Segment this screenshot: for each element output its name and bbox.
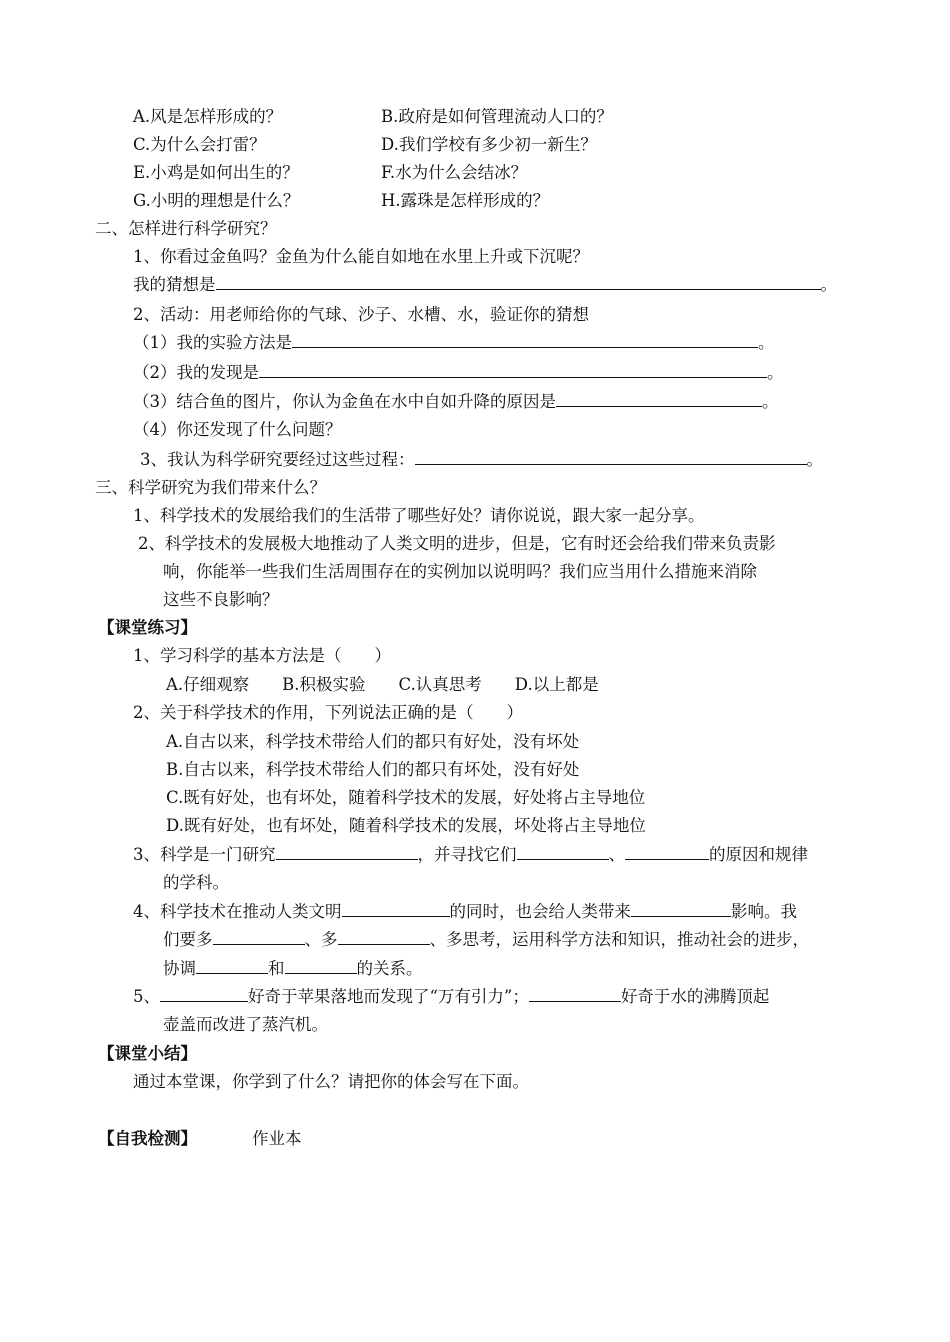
q4-blank-5[interactable] bbox=[196, 958, 268, 974]
option-b: B.政府是如何管理流动人口的？ bbox=[381, 107, 613, 126]
q3-text-b: ，并寻找它们 bbox=[417, 845, 517, 864]
practice-q4-line1 bbox=[133, 901, 797, 923]
q3-blank-2[interactable] bbox=[517, 844, 609, 860]
summary-heading: 【课堂小结】 bbox=[98, 1044, 197, 1063]
practice-q3-line1 bbox=[133, 844, 808, 866]
method-line bbox=[133, 332, 775, 354]
reason-blank[interactable] bbox=[556, 391, 762, 407]
q4-text-g: 协调 bbox=[163, 959, 196, 978]
q4-blank-2[interactable] bbox=[631, 901, 731, 917]
practice-q5-line1 bbox=[133, 986, 769, 1008]
option-c: C.为什么会打雷？ bbox=[133, 135, 266, 154]
q4-text-f: 、多思考，运用科学方法和知识，推动社会的进步， bbox=[429, 930, 809, 949]
option-a: A.风是怎样形成的？ bbox=[133, 107, 283, 126]
q3-text-c: 、 bbox=[608, 845, 625, 864]
q5-text-a: 5、 bbox=[133, 987, 160, 1006]
process-blank[interactable] bbox=[415, 449, 807, 465]
finding-line bbox=[133, 362, 784, 384]
guess-period: 。 bbox=[820, 275, 837, 294]
practice-q2-b: B.自古以来，科学技术带给人们的都只有坏处，没有好处 bbox=[166, 760, 580, 779]
option-d: D.我们学校有多少初一新生？ bbox=[381, 135, 597, 154]
guess-blank[interactable] bbox=[216, 274, 821, 290]
q4-text-h: 和 bbox=[268, 959, 285, 978]
practice-q5-line2: 壶盖而改进了蒸汽机。 bbox=[163, 1015, 328, 1034]
q4-text-b: 的同时，也会给人类带来 bbox=[449, 902, 631, 921]
reason-line bbox=[133, 391, 779, 413]
section2-q1: 1、你看过金鱼吗？金鱼为什么能自如地在水里上升或下沉呢？ bbox=[133, 247, 589, 266]
option-e: E.小鸡是如何出生的？ bbox=[133, 163, 299, 182]
section2-q2: 2、活动：用老师给你的气球、沙子、水槽、水，验证你的猜想 bbox=[133, 305, 589, 324]
section3-q2-line3: 这些不良影响？ bbox=[163, 590, 279, 609]
q4-text-a: 4、科学技术在推动人类文明 bbox=[133, 902, 342, 921]
guess-label: 我的猜想是 bbox=[133, 275, 216, 294]
q4-blank-1[interactable] bbox=[342, 901, 450, 917]
selfcheck-text: 作业本 bbox=[252, 1129, 302, 1148]
reason-period: 。 bbox=[762, 392, 779, 411]
method-blank[interactable] bbox=[292, 332, 758, 348]
q5-text-c: 好奇于水的沸腾顶起 bbox=[620, 987, 770, 1006]
q4-blank-3[interactable] bbox=[213, 929, 305, 945]
q3-text-d: 的原因和规律 bbox=[709, 845, 808, 864]
method-label: （1）我的实验方法是 bbox=[133, 333, 292, 352]
q4-text-i: 的关系。 bbox=[356, 959, 423, 978]
practice-q3-line2: 的学科。 bbox=[163, 873, 229, 892]
process-label: 3、我认为科学研究要经过这些过程： bbox=[140, 450, 415, 469]
section3-heading: 三、科学研究为我们带来什么？ bbox=[95, 478, 326, 497]
option-f: F.水为什么会结冰？ bbox=[381, 163, 528, 182]
section3-q2-line2: 响，你能举一些我们生活周围存在的实例加以说明吗？我们应当用什么措施来消除 bbox=[163, 562, 757, 581]
section3-q1: 1、科学技术的发展给我们的生活带了哪些好处？请你说说，跟大家一起分享。 bbox=[133, 506, 705, 525]
finding-period: 。 bbox=[767, 363, 784, 382]
practice-heading: 【课堂练习】 bbox=[98, 618, 197, 637]
guess-line bbox=[133, 274, 837, 296]
q3-blank-1[interactable] bbox=[276, 844, 418, 860]
option-g: G.小明的理想是什么？ bbox=[133, 191, 300, 210]
section2-heading: 二、怎样进行科学研究？ bbox=[95, 219, 277, 238]
practice-q4-line3 bbox=[163, 958, 423, 980]
summary-text: 通过本堂课，你学到了什么？请把你的体会写在下面。 bbox=[133, 1072, 529, 1091]
practice-q4-line2 bbox=[163, 929, 809, 951]
practice-q2: 2、关于科学技术的作用，下列说法正确的是（ ） bbox=[133, 703, 523, 722]
process-period: 。 bbox=[806, 450, 823, 469]
q3-blank-3[interactable] bbox=[625, 844, 709, 860]
q4-blank-4[interactable] bbox=[338, 929, 430, 945]
method-period: 。 bbox=[758, 333, 775, 352]
practice-q2-c: C.既有好处，也有坏处，随着科学技术的发展，好处将占主导地位 bbox=[166, 788, 646, 807]
q5-text-b: 好奇于苹果落地而发现了“万有引力”； bbox=[248, 987, 529, 1006]
q5-blank-1[interactable] bbox=[160, 986, 248, 1002]
q4-text-d: 们要多 bbox=[163, 930, 213, 949]
practice-q2-d: D.既有好处，也有坏处，随着科学技术的发展，坏处将占主导地位 bbox=[166, 816, 646, 835]
option-h: H.露珠是怎样形成的？ bbox=[381, 191, 550, 210]
selfcheck-heading: 【自我检测】 bbox=[98, 1129, 197, 1148]
practice-q2-a: A.自古以来，科学技术带给人们的都只有好处，没有坏处 bbox=[166, 732, 580, 751]
reason-label: （3）结合鱼的图片，你认为金鱼在水中自如升降的原因是 bbox=[133, 392, 556, 411]
practice-q1-options: A.仔细观察 B.积极实验 C.认真思考 D.以上都是 bbox=[166, 675, 599, 694]
question-4: （4）你还发现了什么问题？ bbox=[133, 420, 342, 439]
section3-q2-line1: 2、科学技术的发展极大地推动了人类文明的进步，但是，它有时还会给我们带来负责影 bbox=[138, 534, 776, 553]
q4-text-e: 、多 bbox=[304, 930, 338, 949]
q4-text-c: 影响。我 bbox=[731, 902, 797, 921]
q4-blank-6[interactable] bbox=[285, 958, 357, 974]
practice-q1: 1、学习科学的基本方法是（ ） bbox=[133, 646, 391, 665]
finding-blank[interactable] bbox=[259, 362, 767, 378]
q5-blank-2[interactable] bbox=[529, 986, 621, 1002]
process-line bbox=[140, 449, 823, 471]
q3-text-a: 3、科学是一门研究 bbox=[133, 845, 276, 864]
finding-label: （2）我的发现是 bbox=[133, 363, 259, 382]
